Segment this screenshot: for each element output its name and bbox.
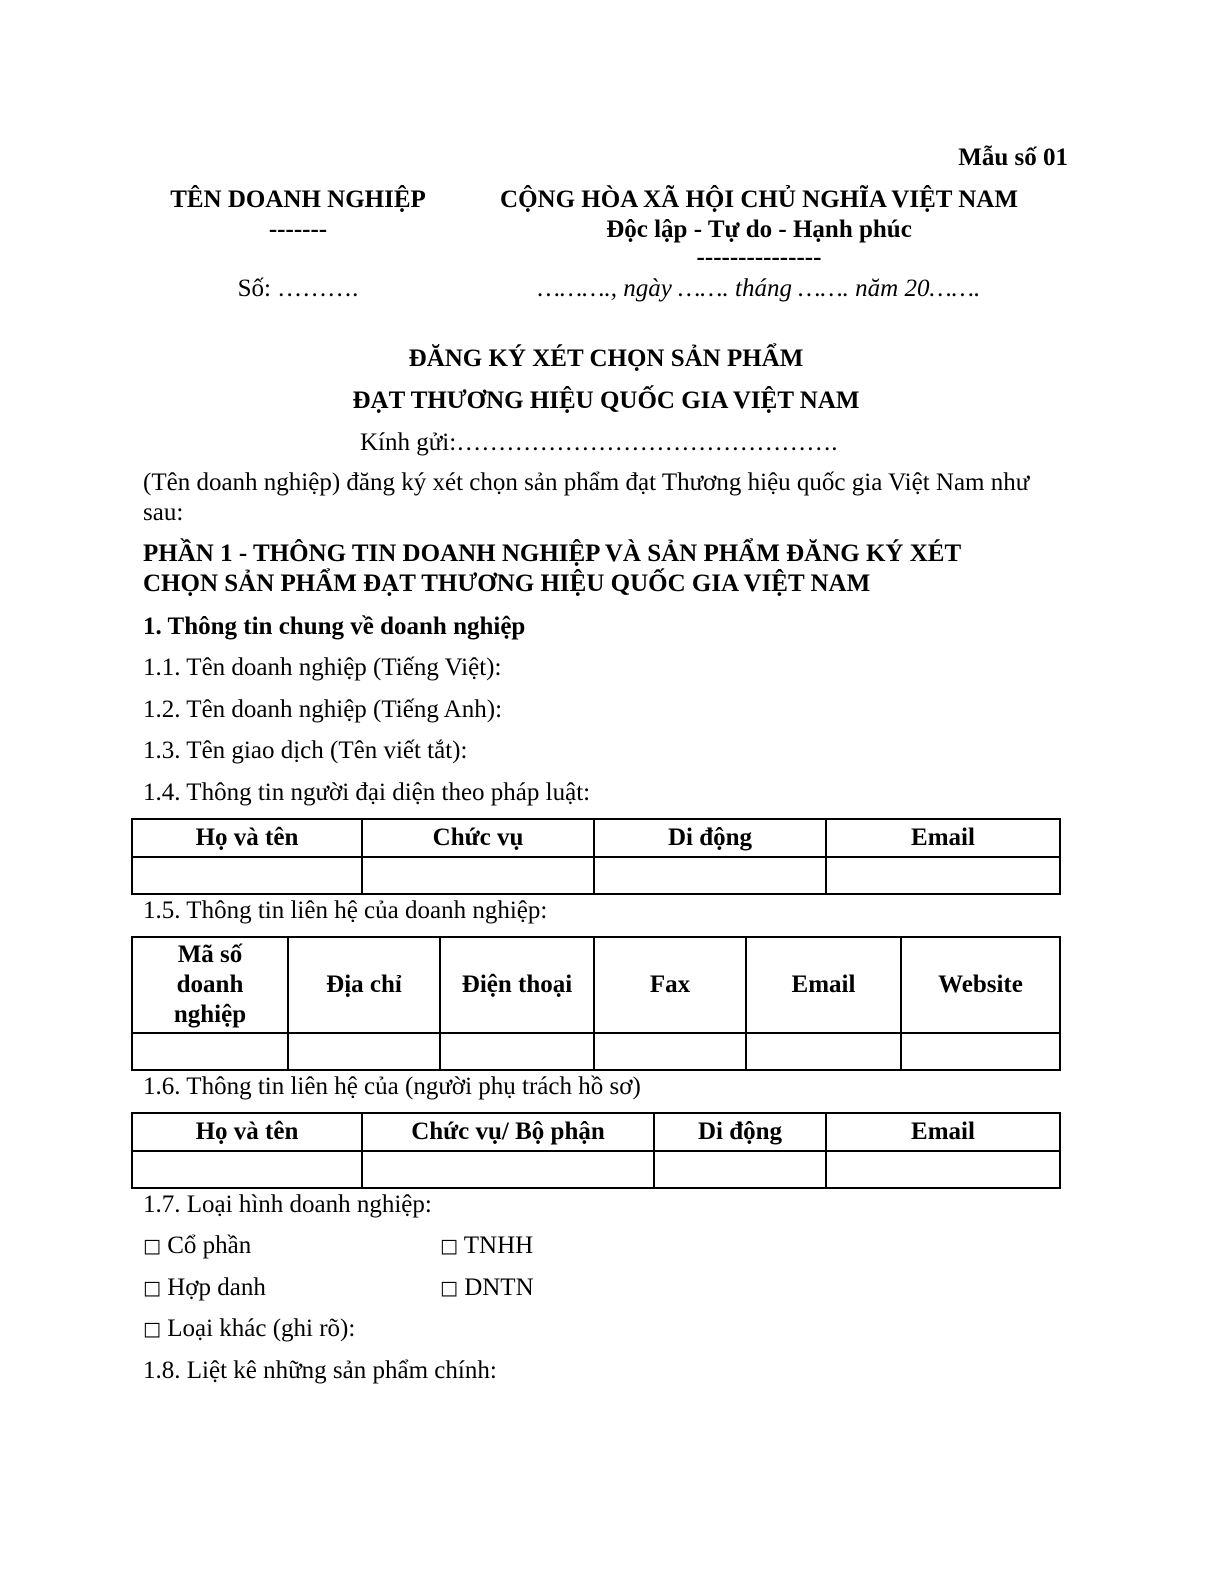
motto-rule: --------------- (696, 244, 822, 271)
item-1-6: 1.6. Thông tin liên hệ của (người phụ trách hồ sơ) (143, 1073, 641, 1100)
header-address: Địa chỉ (288, 937, 440, 1033)
cell-mobile[interactable] (654, 1151, 826, 1188)
cell-website[interactable] (901, 1033, 1060, 1070)
cell-position[interactable] (362, 857, 594, 894)
addressee-line: Kính gửi:………………………………………. (360, 429, 838, 456)
cell-tax-code[interactable] (132, 1033, 288, 1070)
option-label: Cổ phần (167, 1232, 252, 1259)
checkbox-icon[interactable]: □ (440, 1235, 458, 1257)
header-full-name: Họ và tên (132, 1113, 362, 1151)
header-email: Email (826, 1113, 1060, 1151)
option-label: Loại khác (ghi rõ): (167, 1315, 356, 1342)
checkbox-icon[interactable]: □ (143, 1235, 161, 1257)
date-line: ………., ngày ……. tháng ……. năm 20……. (537, 275, 981, 302)
motto: Độc lập - Tự do - Hạnh phúc (606, 216, 912, 243)
item-1-1: 1.1. Tên doanh nghiệp (Tiếng Việt): (143, 654, 502, 681)
cell-full-name[interactable] (132, 1151, 362, 1188)
header-position-department: Chức vụ/ Bộ phận (362, 1113, 654, 1151)
option-partnership[interactable] (143, 1273, 266, 1304)
checkbox-icon[interactable]: □ (143, 1277, 161, 1299)
part1-heading-line2: CHỌN SẢN PHẨM ĐẠT THƯƠNG HIỆU QUỐC GIA VIỆT NAM (143, 570, 871, 597)
document-title-line1: ĐĂNG KÝ XÉT CHỌN SẢN PHẨM (408, 345, 804, 372)
option-private-enterprise[interactable] (440, 1273, 534, 1304)
header-email: Email (746, 937, 901, 1033)
company-contact-table (131, 936, 1061, 1071)
option-label: Hợp danh (167, 1274, 266, 1301)
cell-position-department[interactable] (362, 1151, 654, 1188)
company-rule: ------- (268, 216, 328, 243)
item-1-4: 1.4. Thông tin người đại diện theo pháp luật: (143, 779, 591, 806)
option-label: DNTN (464, 1274, 534, 1301)
section1-heading: 1. Thông tin chung về doanh nghiệp (143, 613, 526, 640)
item-1-3: 1.3. Tên giao dịch (Tên viết tắt): (143, 737, 468, 764)
item-1-8: 1.8. Liệt kê những sản phẩm chính: (143, 1357, 497, 1384)
cell-fax[interactable] (594, 1033, 746, 1070)
item-1-5: 1.5. Thông tin liên hệ của doanh nghiệp: (143, 897, 548, 924)
checkbox-icon[interactable]: □ (143, 1318, 161, 1340)
document-title-line2: ĐẠT THƯƠNG HIỆU QUỐC GIA VIỆT NAM (352, 387, 860, 414)
option-label: TNHH (463, 1232, 534, 1259)
header-mobile: Di động (594, 819, 826, 857)
header-fax: Fax (594, 937, 746, 1033)
checkbox-icon[interactable]: □ (440, 1277, 458, 1299)
option-other[interactable] (143, 1314, 355, 1345)
header-phone: Điện thoại (440, 937, 594, 1033)
cell-full-name[interactable] (132, 857, 362, 894)
part1-heading-line1: PHẦN 1 - THÔNG TIN DOANH NGHIỆP VÀ SẢN PHẨM ĐĂNG KÝ XÉT (143, 540, 962, 567)
header-website: Website (901, 937, 1060, 1033)
cell-address[interactable] (288, 1033, 440, 1070)
intro-paragraph: (Tên doanh nghiệp) đăng ký xét chọn sản phẩm đạt Thương hiệu quốc gia Việt Nam như sau: (143, 469, 1030, 526)
cell-email[interactable] (826, 857, 1060, 894)
header-tax-code: Mã số doanh nghiệp (132, 937, 288, 1033)
dossier-contact-table (131, 1112, 1061, 1189)
item-1-2: 1.2. Tên doanh nghiệp (Tiếng Anh): (143, 696, 503, 723)
option-joint-stock[interactable] (143, 1231, 251, 1262)
cell-email[interactable] (826, 1151, 1060, 1188)
cell-mobile[interactable] (594, 857, 826, 894)
legal-representative-table (131, 818, 1061, 895)
cell-phone[interactable] (440, 1033, 594, 1070)
item-1-7: 1.7. Loại hình doanh nghiệp: (143, 1191, 432, 1218)
cell-email[interactable] (746, 1033, 901, 1070)
republic-title: CỘNG HÒA XÃ HỘI CHỦ NGHĨA VIỆT NAM (500, 186, 1018, 213)
company-name-placeholder: TÊN DOANH NGHIỆP (170, 186, 426, 213)
option-llc[interactable] (440, 1231, 533, 1262)
header-mobile: Di động (654, 1113, 826, 1151)
document-number: Số: ………. (237, 275, 359, 302)
header-full-name: Họ và tên (132, 819, 362, 857)
header-email: Email (826, 819, 1060, 857)
form-number: Mẫu số 01 (958, 144, 1068, 171)
header-position: Chức vụ (362, 819, 594, 857)
